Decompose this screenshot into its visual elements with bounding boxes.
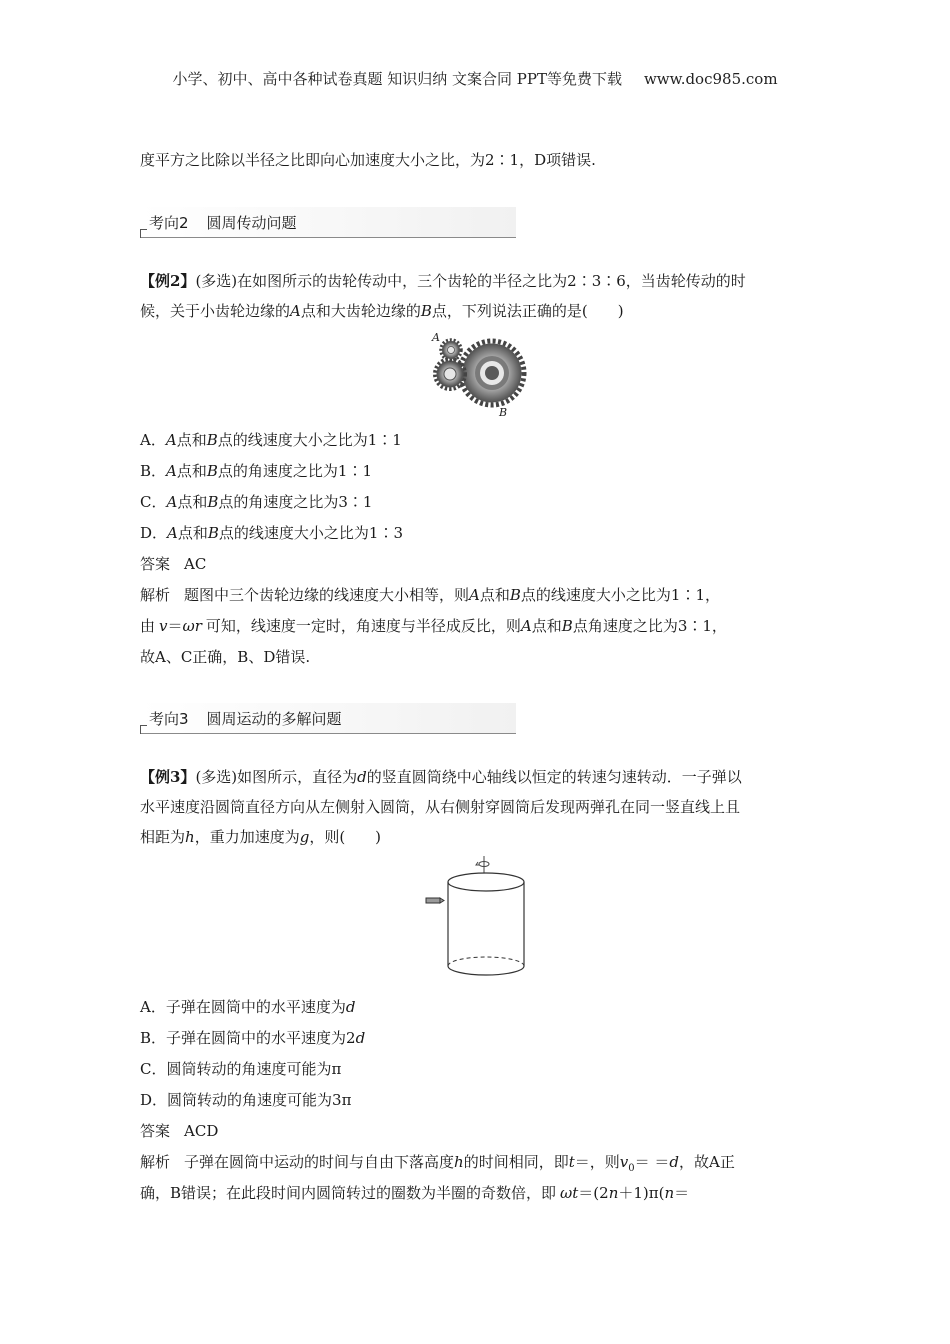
section-label: 考向2 — [149, 214, 189, 232]
header-title: 小学、初中、高中各种试卷真题 知识归纳 文案合同 PPT等免费下载 — [172, 70, 622, 88]
point-b: B — [206, 462, 218, 480]
answer-line — [140, 1121, 218, 1141]
analysis-text: 可知，线速度一定时，角速度与半径成反比，则 — [205, 617, 521, 635]
stem-text: 相距为 — [140, 828, 186, 846]
stem-text: ，则( ) — [309, 828, 382, 846]
point-b: B — [207, 493, 219, 511]
option-letter: D． — [140, 524, 168, 542]
example3-stem-line3 — [140, 827, 381, 847]
option-c — [140, 1059, 341, 1079]
option-text: 点和 — [177, 524, 208, 542]
analysis-text: 点的线速度大小之比为1∶1， — [520, 586, 721, 604]
point-b: B — [561, 617, 573, 635]
option-b — [140, 461, 372, 481]
point-b: B — [207, 524, 219, 542]
example3-stem-line2: 水平速度沿圆筒直径方向从左侧射入圆筒，从右侧射穿圆筒后发现两弹孔在同一竖直线上且 — [140, 798, 741, 816]
var-d: d — [345, 998, 356, 1016]
analysis-text: 确，B错误；在此段时间内圆筒转过的圈数为半圈的奇数倍，即 — [140, 1184, 557, 1202]
var-n: n — [608, 1184, 619, 1202]
option-text: 点的角速度之比为3∶1 — [218, 493, 373, 511]
var-t: t — [568, 1153, 575, 1171]
option-letter: A． — [140, 431, 166, 449]
var-g: g — [299, 828, 310, 846]
answer-value: ACD — [184, 1122, 219, 1140]
point-a: A — [167, 524, 178, 542]
answer-line — [140, 554, 206, 574]
point-a: A — [165, 431, 177, 449]
formula-wt: ωt — [560, 1184, 579, 1202]
analysis-text: ＝ — [674, 1184, 690, 1202]
option-d — [140, 1090, 351, 1110]
formula-eq: ＝ — [167, 617, 183, 635]
formula-v: v — [159, 617, 168, 635]
analysis-line3: 故A、C正确，B、D错误. — [140, 648, 311, 666]
option-text: 点和 — [177, 493, 208, 511]
option-letter: B． — [140, 462, 167, 480]
var-d: d — [669, 1153, 680, 1171]
option-letter: C． — [140, 1060, 167, 1078]
figure-label-b: B — [499, 406, 508, 419]
section-header-3 — [140, 703, 516, 734]
figure-label-a: A — [432, 331, 440, 344]
formula-wr: ωr — [182, 617, 202, 635]
answer-label: 答案 — [140, 555, 171, 573]
analysis-text: 由 — [140, 617, 156, 635]
section-label: 考向3 — [149, 710, 189, 728]
var-d: d — [357, 768, 367, 786]
analysis-line2 — [140, 616, 727, 636]
stem-text: 在如图所示的齿轮传动中，三个齿轮的半径之比为2∶3∶6，当齿轮传动的时 — [237, 272, 746, 290]
option-text: 子弹在圆筒中的水平速度为2 — [166, 1029, 356, 1047]
analysis-text: ，故A正 — [679, 1153, 735, 1171]
option-d — [140, 523, 403, 543]
stem-text: 如图所示，直径为 — [237, 768, 358, 786]
header-site-link[interactable]: www.doc985.com — [643, 70, 778, 88]
answer-label: 答案 — [140, 1122, 171, 1140]
option-text: 子弹在圆筒中的水平速度为 — [165, 998, 346, 1016]
section-corner-mark — [140, 229, 147, 238]
multi-select-tag: (多选) — [195, 272, 238, 290]
analysis-text: ＝(2 — [578, 1184, 609, 1202]
analysis-text: ＝ ＝ — [634, 1153, 670, 1171]
analysis-line1 — [140, 585, 720, 605]
option-c — [140, 492, 372, 512]
point-b: B — [206, 431, 218, 449]
analysis-text: 点和 — [479, 586, 510, 604]
stem-text: 点和大齿轮边缘的 — [300, 302, 421, 320]
analysis-line1 — [140, 1152, 735, 1179]
example2-stem-line2 — [140, 301, 624, 321]
section-title: 圆周传动问题 — [206, 214, 297, 232]
option-text: 点和 — [176, 431, 207, 449]
option-letter: B． — [140, 1029, 167, 1047]
option-letter: C． — [140, 493, 167, 511]
section-corner-mark — [140, 725, 147, 734]
stem-text: ，重力加速度为 — [194, 828, 300, 846]
stem-text: 的竖直圆筒绕中心轴线以恒定的转速匀速转动．一子弹以 — [366, 768, 742, 786]
point-a: A — [469, 586, 480, 604]
example-tag: 【例3】 — [140, 768, 196, 786]
point-a: A — [166, 462, 177, 480]
option-a — [140, 997, 355, 1017]
point-b: B — [509, 586, 521, 604]
option-text: 圆筒转动的角速度可能为π — [166, 1060, 342, 1078]
option-text: 点的角速度之比为1∶1 — [217, 462, 373, 480]
analysis-text: 子弹在圆筒中运动的时间与自由下落高度 — [184, 1153, 455, 1171]
option-text: 圆筒转动的角速度可能为3π — [167, 1091, 352, 1109]
option-a — [140, 430, 402, 450]
answer-value: AC — [184, 555, 207, 573]
cylinder-figure — [420, 852, 532, 980]
point-b: B — [420, 302, 432, 320]
analysis-text: 点角速度之比为3∶1， — [572, 617, 727, 635]
example3-stem-line1 — [140, 767, 742, 787]
multi-select-tag: (多选) — [195, 768, 238, 786]
option-text: 点的线速度大小之比为1∶3 — [218, 524, 404, 542]
var-n: n — [664, 1184, 675, 1202]
option-letter: D． — [140, 1091, 168, 1109]
analysis-text: ＝，则 — [574, 1153, 620, 1171]
option-text: 点和 — [176, 462, 207, 480]
var-h: h — [185, 828, 195, 846]
analysis-text: 题图中三个齿轮边缘的线速度大小相等，则 — [184, 586, 470, 604]
point-a: A — [166, 493, 178, 511]
var-v: v — [619, 1153, 629, 1171]
analysis-label: 解析 — [140, 586, 171, 604]
section-header-2 — [140, 207, 516, 238]
option-text: 点的线速度大小之比为1∶1 — [217, 431, 402, 449]
analysis-text: 的时间相同，即 — [463, 1153, 569, 1171]
point-a: A — [290, 302, 301, 320]
example-tag: 【例2】 — [140, 272, 196, 290]
stem-text: 点，下列说法正确的是( ) — [431, 302, 624, 320]
example2-stem-line1 — [140, 271, 746, 291]
stem-text: 候，关于小齿轮边缘的 — [140, 302, 291, 320]
subscript-0: 0 — [628, 1163, 635, 1174]
section-title: 圆周运动的多解问题 — [206, 710, 342, 728]
gear-figure — [428, 328, 528, 420]
analysis-text: 点和 — [531, 617, 562, 635]
intro-line: 度平方之比除以半径之比即向心加速度大小之比，为2∶1，D项错误. — [140, 151, 596, 169]
page-header — [0, 68, 950, 89]
analysis-label: 解析 — [140, 1153, 171, 1171]
option-b — [140, 1028, 365, 1048]
point-a: A — [520, 617, 532, 635]
analysis-text: ＋1)π( — [618, 1184, 665, 1202]
analysis-line2 — [140, 1183, 689, 1203]
option-letter: A． — [140, 998, 166, 1016]
var-h: h — [454, 1153, 464, 1171]
var-d: d — [355, 1029, 366, 1047]
